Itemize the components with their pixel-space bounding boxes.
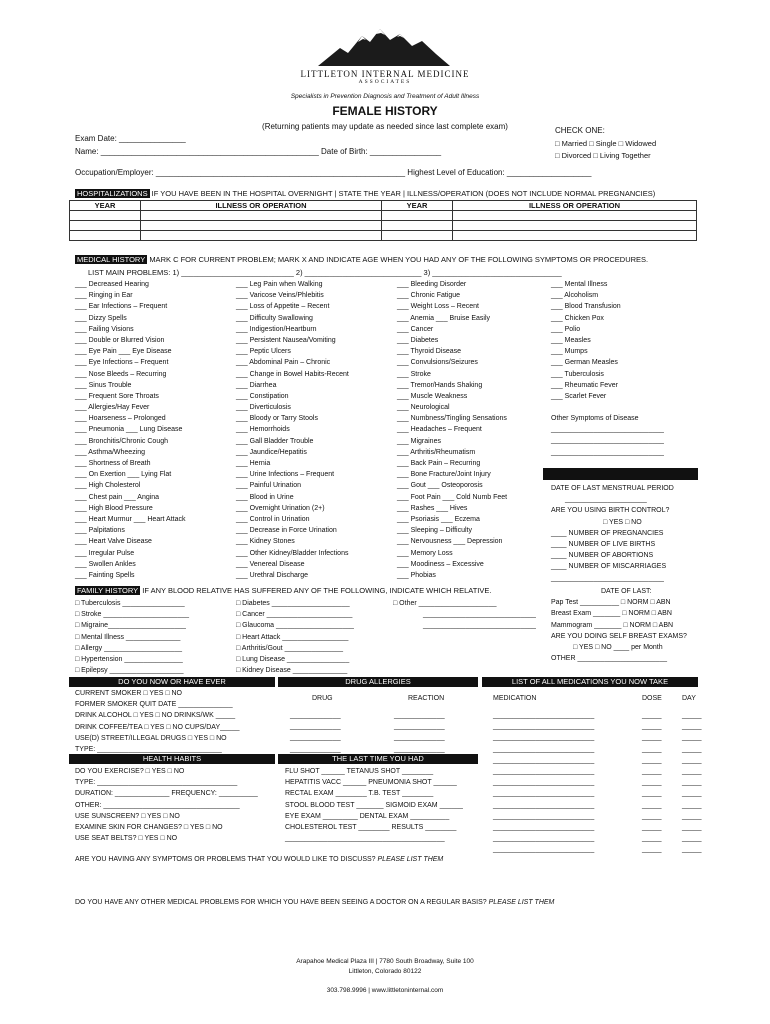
alcohol-row[interactable]: DRINK ALCOHOL □ YES □ NO DRINKS/WK _____ <box>75 712 236 720</box>
col-year-2: YEAR <box>382 201 453 211</box>
list-item[interactable]: ___ Asthma/Wheezing <box>75 448 146 456</box>
medication-lines <box>493 710 594 855</box>
allergy-drug-col: DRUG <box>312 695 333 702</box>
hospitalizations-tag: HOSPITALIZATIONS <box>77 189 148 198</box>
medication-field[interactable]: __________________________ <box>493 756 595 764</box>
dose-field[interactable]: _____ <box>642 734 662 742</box>
dose-field[interactable]: _____ <box>642 779 662 787</box>
list-item[interactable]: ___ Gall Bladder Trouble <box>236 437 314 445</box>
list-item[interactable]: □ Migraine____________________ <box>75 622 186 630</box>
last-time-section <box>285 766 463 844</box>
exam-date-field[interactable]: Exam Date: _______________ <box>75 134 186 143</box>
practice-subname: ASSOCIATES <box>358 79 412 85</box>
list-item[interactable]: ___ Nose Bleeds – Recurring <box>75 370 167 378</box>
list-item[interactable]: ___ Blood in Urine <box>236 493 294 501</box>
family-history-column-1 <box>75 598 189 676</box>
list-item[interactable]: ___ Foot Pain ___ Cold Numb Feet <box>397 493 508 501</box>
list-item[interactable]: ___ Sleeping – Difficulty <box>397 527 472 535</box>
hepatitis-pneumonia-row[interactable]: HEPATITIS VACC ______ PNEUMONIA SHOT ______ <box>285 779 457 787</box>
list-item[interactable]: ___ Hemorrhoids <box>236 426 290 434</box>
day-field[interactable]: _____ <box>682 767 702 775</box>
family-other-field[interactable]: □ Other ____________________ <box>393 600 497 607</box>
list-item[interactable]: ___ Arthritis/Rheumatism <box>397 448 476 456</box>
allergy-reaction-field[interactable]: _____________ <box>394 712 445 719</box>
list-item[interactable]: □ Kidney Disease ______________ <box>236 667 348 675</box>
former-smoker-row[interactable]: FORMER SMOKER QUIT DATE ______________ <box>75 701 233 709</box>
other-problems-question-emphasis: PLEASE LIST THEM <box>488 899 555 906</box>
medication-field[interactable]: __________________________ <box>493 790 595 798</box>
list-item[interactable]: ___ Palpitations <box>75 527 125 535</box>
list-item[interactable]: ____ NUMBER OF LIVE BIRTHS <box>551 540 656 548</box>
list-item[interactable]: ___ Numbness/Tingling Sensations <box>397 415 507 423</box>
list-item[interactable]: ___ Neurological <box>397 404 450 412</box>
day-field[interactable]: _____ <box>682 756 702 764</box>
list-item[interactable]: ___ Overnight Urination (2+) <box>236 504 325 512</box>
rectal-tb-row[interactable]: RECTAL EXAM ________ T.B. TEST ________ <box>285 790 434 798</box>
hospitalizations-instructions: IF YOU HAVE BEEN IN THE HOSPITAL OVERNIGHT | STATE THE YEAR | ILLNESS/OPERATION (DOES NOT INCLUDE NORMAL PREGNANCIES) <box>151 189 656 198</box>
medical-history-header <box>75 255 648 264</box>
medication-field[interactable]: __________________________ <box>493 812 595 820</box>
last-period-label: DATE OF LAST MENSTRUAL PERIOD <box>551 485 674 492</box>
day-field[interactable]: _____ <box>682 835 702 843</box>
coffee-row[interactable]: DRINK COFFEE/TEA □ YES □ NO CUPS/DAY_____ <box>75 723 240 731</box>
dose-field[interactable]: _____ <box>642 801 662 809</box>
list-item[interactable]: ___ Polio <box>551 325 581 333</box>
allergy-drug-lines <box>290 710 341 755</box>
list-item[interactable]: ___ Nervousness ___ Depression <box>397 538 503 546</box>
page-title: FEMALE HISTORY <box>332 104 438 118</box>
list-item[interactable]: ___ Back Pain – Recurring <box>397 460 481 467</box>
allergy-drug-field[interactable]: _____________ <box>290 712 341 719</box>
list-item[interactable]: ___ Diarrhea <box>236 381 277 389</box>
list-item[interactable]: ___ Frequent Sore Throats <box>75 392 159 400</box>
medication-field[interactable]: __________________________ <box>493 734 595 742</box>
list-item[interactable]: ____ NUMBER OF PREGNANCIES <box>551 529 664 537</box>
list-item[interactable]: ___ Decreased Hearing <box>75 281 149 288</box>
tagline: Specialists in Prevention Diagnosis and Treatment of Adult Illness <box>290 93 480 100</box>
table-row[interactable] <box>70 231 697 241</box>
list-item[interactable]: ___ Chronic Fatigue <box>397 292 461 300</box>
medication-field[interactable]: __________________________ <box>493 767 595 775</box>
other-symptoms-line[interactable]: _____________________________ <box>551 437 664 445</box>
hospitalizations-table <box>69 200 697 241</box>
other-symptoms-line[interactable]: _____________________________ <box>551 426 664 434</box>
list-item[interactable]: ___ Peptic Ulcers <box>236 348 291 356</box>
menstrual-section <box>551 483 674 584</box>
medication-field[interactable]: __________________________ <box>493 846 595 854</box>
dose-field[interactable]: _____ <box>642 745 662 753</box>
list-item[interactable]: ___ Rheumatic Fever <box>551 381 618 389</box>
self-exam-question: ARE YOU DOING SELF BREAST EXAMS? <box>551 632 687 640</box>
medications-header: LIST OF ALL MEDICATIONS YOU NOW TAKE <box>482 677 698 687</box>
list-item[interactable]: ___ Double or Blurred Vision <box>75 336 165 344</box>
dose-col: DOSE <box>642 695 662 702</box>
day-col: DAY <box>682 695 696 702</box>
medication-field[interactable]: __________________________ <box>493 712 595 719</box>
list-item[interactable]: ___ Stroke <box>397 370 431 378</box>
list-item[interactable]: ___ Chest pain ___ Angina <box>75 493 160 501</box>
breast-exam-row[interactable]: Breast Exam _______ □ NORM □ ABN <box>551 610 672 618</box>
footer-contact[interactable]: 303.798.9996 | www.littletoninternal.com <box>326 987 444 994</box>
date-of-last-title: DATE OF LAST: <box>601 588 652 595</box>
list-item[interactable]: ___ Gout ___ Osteoporosis <box>397 482 483 490</box>
list-item[interactable]: ___ Weight Loss – Recent <box>397 303 479 311</box>
other-problems-question <box>75 897 554 908</box>
list-item[interactable]: ___ Phobias <box>397 571 436 579</box>
list-item[interactable]: ___ Varicose Veins/Phlebitis <box>236 292 324 300</box>
list-item[interactable]: ___ Control in Urination <box>236 515 310 523</box>
list-item[interactable]: ___ Other Kidney/Bladder Infections <box>236 549 349 557</box>
symptoms-question <box>75 854 443 865</box>
skin-check-row[interactable]: EXAMINE SKIN FOR CHANGES? □ YES □ NO <box>75 823 223 831</box>
list-item[interactable]: ___ Thyroid Disease <box>397 348 462 356</box>
list-item[interactable]: ___ German Measles <box>551 359 618 367</box>
list-item[interactable]: ___ Heart Valve Disease <box>75 538 152 546</box>
dose-field[interactable]: _____ <box>642 767 662 775</box>
dose-field[interactable]: _____ <box>642 846 662 854</box>
list-item[interactable]: ___ Migraines <box>397 437 441 445</box>
col-illness: ILLNESS OR OPERATION <box>141 201 382 211</box>
list-item[interactable]: ___ Indigestion/Heartburn <box>236 325 317 333</box>
day-field[interactable]: _____ <box>682 823 702 831</box>
check-one-label: CHECK ONE: <box>555 126 605 135</box>
list-item[interactable]: ___ Heart Murmur ___ Heart Attack <box>75 515 186 523</box>
stool-sigmoid-row[interactable]: STOOL BLOOD TEST _______ SIGMOID EXAM ______ <box>285 801 463 809</box>
list-item[interactable]: ___ Diverticulosis <box>236 404 291 412</box>
last-period-field[interactable]: _____________________ <box>565 496 647 504</box>
list-item[interactable]: ___ Pneumonia ___ Lung Disease <box>75 426 183 434</box>
list-main-problems[interactable]: LIST MAIN PROBLEMS: 1) ___________________________ 2) ____________________________ 3) _______________________________ <box>88 268 562 277</box>
allergy-drug-field[interactable]: _____________ <box>290 723 341 731</box>
menstrual-black-bar <box>543 468 698 480</box>
allergy-reaction-field[interactable]: _____________ <box>394 734 445 742</box>
list-item[interactable]: ___ Moodiness – Excessive <box>397 560 484 568</box>
table-row[interactable] <box>70 211 697 221</box>
last-time-extra-line[interactable]: _________________________________________ <box>285 835 445 843</box>
family-history-tag: FAMILY HISTORY <box>77 586 139 595</box>
family-history-column-2 <box>236 598 354 676</box>
medication-field[interactable]: __________________________ <box>493 779 595 787</box>
cholesterol-row[interactable]: CHOLESTEROL TEST ________ RESULTS ________ <box>285 823 457 831</box>
symptoms-column-3 <box>397 279 507 581</box>
dose-field[interactable]: _____ <box>642 790 662 798</box>
list-item[interactable]: ___ Cancer <box>397 325 434 333</box>
list-item[interactable]: ___ Chicken Pox <box>551 314 604 322</box>
other-symptoms-label: Other Symptoms of Disease <box>551 415 639 423</box>
day-field[interactable]: _____ <box>682 779 702 787</box>
habits-section <box>75 688 240 755</box>
list-item[interactable]: ___ Tremor/Hands Shaking <box>397 381 483 389</box>
eye-dental-row[interactable]: EYE EXAM _________ DENTAL EXAM __________ <box>285 812 450 820</box>
list-item[interactable]: ___ Sinus Trouble <box>75 381 132 389</box>
family-history-column-3 <box>393 598 536 632</box>
list-item[interactable]: □ Cancer ______________________ <box>236 611 353 619</box>
symptoms-question-emphasis: PLEASE LIST THEM <box>377 856 444 863</box>
list-item[interactable]: □ Glaucoma ____________________ <box>236 622 354 630</box>
list-item[interactable]: ___ Hernia <box>236 460 271 467</box>
sunscreen-row[interactable]: USE SUNSCREEN? □ YES □ NO <box>75 812 180 820</box>
list-item[interactable]: ____ NUMBER OF ABORTIONS <box>551 552 654 560</box>
exercise-type-row[interactable]: TYPE: ____________________________________ <box>75 779 238 787</box>
col-year: YEAR <box>70 201 141 211</box>
menstrual-separator: _____________________________ <box>551 574 664 582</box>
smoker-row[interactable]: CURRENT SMOKER □ YES □ NO <box>75 690 182 697</box>
other-symptoms-line[interactable]: _____________________________ <box>551 448 664 456</box>
other-date-field[interactable]: OTHER _______________________ <box>551 655 667 663</box>
list-item[interactable]: ___ Eye Infections – Frequent <box>75 359 169 367</box>
birth-control-question: ARE YOU USING BIRTH CONTROL? <box>551 507 670 515</box>
footer-address-1: Arapahoe Medical Plaza III | 7780 South Broadway, Suite 100 <box>296 958 474 965</box>
dose-field[interactable]: _____ <box>642 835 662 843</box>
list-item[interactable]: ___ Persistent Nausea/Vomiting <box>236 336 336 344</box>
list-item[interactable]: ___ Venereal Disease <box>236 560 305 568</box>
list-item[interactable]: ___ Decrease in Force Urination <box>236 527 337 535</box>
medication-field[interactable]: __________________________ <box>493 801 595 809</box>
list-item[interactable]: ___ Ringing in Ear <box>75 292 133 300</box>
list-item[interactable]: ___ Mental Illness <box>551 281 608 288</box>
day-field[interactable]: _____ <box>682 712 702 719</box>
medication-field[interactable]: __________________________ <box>493 823 595 831</box>
exercise-row[interactable]: DO YOU EXERCISE? □ YES □ NO <box>75 768 185 775</box>
day-lines <box>682 710 701 855</box>
list-item[interactable]: ___ Rashes ___ Hives <box>397 504 468 512</box>
symptoms-column-1 <box>75 279 186 581</box>
list-item[interactable]: ___ Diabetes <box>397 336 439 344</box>
list-item[interactable]: ___ Convulsions/Seizures <box>397 359 478 367</box>
list-item[interactable]: ___ Eye Pain ___ Eye Disease <box>75 348 172 356</box>
day-field[interactable]: _____ <box>682 734 702 742</box>
list-item[interactable]: ___ Hoarseness – Prolonged <box>75 415 166 423</box>
medication-field[interactable]: __________________________ <box>493 835 595 843</box>
health-habits-header: HEALTH HABITS <box>69 754 275 764</box>
last-time-header: THE LAST TIME YOU HAD <box>278 754 478 764</box>
dose-field[interactable]: _____ <box>642 712 662 719</box>
list-item[interactable]: ___ On Exertion ___ Lying Flat <box>75 471 172 479</box>
symptoms-column-2 <box>236 279 349 581</box>
list-item[interactable]: ___ Anemia ___ Bruise Easily <box>397 314 490 322</box>
dose-field[interactable]: _____ <box>642 723 662 731</box>
list-item[interactable]: □ Hypertension _______________ <box>75 655 183 663</box>
marital-status-options-2[interactable]: □ Divorced □ Living Together <box>555 151 651 160</box>
list-item[interactable]: ___ High Cholesterol <box>75 482 141 490</box>
list-item[interactable]: ___ Kidney Stones <box>236 538 295 546</box>
symptoms-question-text: ARE YOU HAVING ANY SYMPTOMS OR PROBLEMS THAT YOU WOULD LIKE TO DISCUSS? <box>75 856 376 863</box>
date-of-last-section <box>551 586 687 664</box>
health-habits-section <box>75 766 258 844</box>
duration-row[interactable]: DURATION: ______________ FREQUENCY: __________ <box>75 790 258 798</box>
list-item[interactable]: □ Arthritis/Gout _______________ <box>236 644 343 652</box>
pap-test-row[interactable]: Pap Test __________ □ NORM □ ABN <box>551 599 671 607</box>
list-item[interactable]: ___ Bloody or Tarry Stools <box>236 415 318 423</box>
family-history-header <box>75 586 491 595</box>
allergy-reaction-field[interactable]: _____________ <box>394 745 445 753</box>
dose-field[interactable]: _____ <box>642 823 662 831</box>
day-field[interactable]: _____ <box>682 723 702 731</box>
list-item[interactable]: ___ Swollen Ankles <box>75 560 136 568</box>
col-illness-2: ILLNESS OR OPERATION <box>453 201 697 211</box>
list-item[interactable]: ___ Scarlet Fever <box>551 392 607 400</box>
list-item[interactable]: ___ Bronchitis/Chronic Cough <box>75 437 168 445</box>
practice-name: LITTLETON INTERNAL MEDICINE <box>300 69 470 79</box>
list-item[interactable]: ___ Failing Visions <box>75 325 134 333</box>
day-field[interactable]: _____ <box>682 790 702 798</box>
medical-history-instructions: MARK C FOR CURRENT PROBLEM; MARK X AND INDICATE AGE WHEN YOU HAD ANY OF THE FOLLOWING SYMPTOMS OR PROCEDURES. <box>149 255 649 264</box>
allergy-drug-field[interactable]: _____________ <box>290 734 341 742</box>
family-history-instructions: IF ANY BLOOD RELATIVE HAS SUFFERED ANY OF THE FOLLOWING, INDICATE WHICH RELATIVE. <box>142 586 492 595</box>
list-item[interactable]: ___ Constipation <box>236 392 289 400</box>
list-item[interactable]: ___ Alcoholism <box>551 292 599 300</box>
list-item[interactable]: ___ High Blood Pressure <box>75 504 153 512</box>
self-exam-answer[interactable]: □ YES □ NO ____ per Month <box>573 643 663 651</box>
dose-field[interactable]: _____ <box>642 756 662 764</box>
list-item[interactable]: □ Stroke ______________________ <box>75 611 189 619</box>
list-item[interactable]: ___ Memory Loss <box>397 549 453 557</box>
allergy-reaction-field[interactable]: _____________ <box>394 723 445 731</box>
list-item[interactable]: □ Mental Illness ______________ <box>75 633 181 641</box>
mountain-logo-icon <box>318 26 450 68</box>
list-item[interactable]: ___ Bone Fracture/Joint Injury <box>397 471 491 479</box>
list-item[interactable]: ___ Loss of Appetite – Recent <box>236 303 330 311</box>
hospitalizations-header <box>75 189 655 198</box>
list-item[interactable]: □ Allergy ____________________ <box>75 644 182 652</box>
allergy-reaction-lines <box>394 710 445 755</box>
occupation-field[interactable]: Occupation/Employer: ________________________________________________________ Highest Level of Education: ___________________ <box>75 168 592 177</box>
list-item[interactable]: ___ Dizzy Spells <box>75 314 127 322</box>
list-item[interactable]: ___ Jaundice/Hepatitis <box>236 448 307 456</box>
list-item[interactable]: ___ Difficulty Swallowing <box>236 314 313 322</box>
list-item[interactable]: □ Epilepsy ___________________ <box>75 667 184 675</box>
list-item[interactable]: ___ Tuberculosis <box>551 370 604 378</box>
list-item[interactable]: ___ Abdominal Pain – Chronic <box>236 359 331 367</box>
name-dob-field[interactable]: Name: _________________________________________________ Date of Birth: ________________ <box>75 147 442 156</box>
list-item[interactable]: ___ Urine Infections – Frequent <box>236 471 335 479</box>
medical-history-tag: MEDICAL HISTORY <box>77 255 146 264</box>
list-item[interactable]: ___ Mumps <box>551 348 588 356</box>
day-field[interactable]: _____ <box>682 745 702 753</box>
medication-field[interactable]: __________________________ <box>493 723 595 731</box>
footer-address-2: Littleton, Colorado 80122 <box>348 968 422 975</box>
list-item[interactable]: □ Tuberculosis ________________ <box>75 600 185 607</box>
drugs-row[interactable]: USE(D) STREET/ILLEGAL DRUGS □ YES □ NO <box>75 734 227 742</box>
list-item[interactable]: ___ Fainting Spells <box>75 571 135 579</box>
list-item[interactable]: ____ NUMBER OF MISCARRIAGES <box>551 563 667 571</box>
list-item[interactable]: ___ Shortness of Breath <box>75 460 151 467</box>
list-item[interactable]: ___ Ear Infections – Frequent <box>75 303 168 311</box>
list-item[interactable]: □ Lung Disease ________________ <box>236 655 350 663</box>
list-item[interactable]: ___ Psoriasis ___ Eczema <box>397 515 480 523</box>
day-field[interactable]: _____ <box>682 812 702 820</box>
seat-belt-row[interactable]: USE SEAT BELTS? □ YES □ NO <box>75 835 178 843</box>
list-item[interactable]: ___ Blood Transfusion <box>551 303 621 311</box>
medication-col: MEDICATION <box>493 695 537 702</box>
list-item[interactable]: □ Heart Attack _________________ <box>236 633 349 641</box>
list-item[interactable]: ___ Change in Bowel Habits-Recent <box>236 370 349 378</box>
table-row[interactable] <box>70 221 697 231</box>
list-item[interactable]: ___ Urethral Discharge <box>236 571 308 579</box>
other-problems-question-text: DO YOU HAVE ANY OTHER MEDICAL PROBLEMS FOR WHICH YOU HAVE BEEN SEEING A DOCTOR ON A REGULAR BASIS? <box>75 899 487 906</box>
allergy-reaction-col: REACTION <box>408 695 445 702</box>
list-item[interactable]: ___ Allergies/Hay Fever <box>75 404 150 412</box>
day-field[interactable]: _____ <box>682 801 702 809</box>
medication-field[interactable]: __________________________ <box>493 745 595 753</box>
family-other-line[interactable]: _____________________________ <box>423 611 536 619</box>
mammogram-row[interactable]: Mammogram _______ □ NORM □ ABN <box>551 621 674 629</box>
birth-control-answer[interactable]: □ YES □ NO <box>603 518 642 526</box>
list-item[interactable]: ___ Irregular Pulse <box>75 549 135 557</box>
drug-type-row[interactable]: TYPE: ________________________________ <box>75 745 222 753</box>
dose-field[interactable]: _____ <box>642 812 662 820</box>
list-item[interactable]: □ Diabetes ____________________ <box>236 600 350 607</box>
family-other-line[interactable]: _____________________________ <box>423 622 536 630</box>
list-item[interactable]: ___ Measles <box>551 336 591 344</box>
allergy-drug-field[interactable]: _____________ <box>290 745 341 753</box>
list-item[interactable]: ___ Bleeding Disorder <box>397 281 467 288</box>
day-field[interactable]: _____ <box>682 846 702 854</box>
list-item[interactable]: ___ Headaches – Frequent <box>397 426 482 434</box>
habits-header: DO YOU NOW OR HAVE EVER <box>69 677 275 687</box>
dose-lines <box>642 710 661 855</box>
list-item[interactable]: ___ Painful Urination <box>236 482 301 490</box>
other-habits-row[interactable]: OTHER: ___________________________________ <box>75 801 240 809</box>
symptoms-column-4 <box>551 279 664 458</box>
flu-tetanus-row[interactable]: FLU SHOT ______ TETANUS SHOT ________ <box>285 768 434 775</box>
list-item[interactable]: ___ Leg Pain when Walking <box>236 281 323 288</box>
marital-status-options[interactable]: □ Married □ Single □ Widowed <box>555 139 657 148</box>
allergies-header: DRUG ALLERGIES <box>278 677 478 687</box>
page-subtitle: (Returning patients may update as needed since last complete exam) <box>262 122 508 131</box>
list-item[interactable]: ___ Muscle Weakness <box>397 392 468 400</box>
